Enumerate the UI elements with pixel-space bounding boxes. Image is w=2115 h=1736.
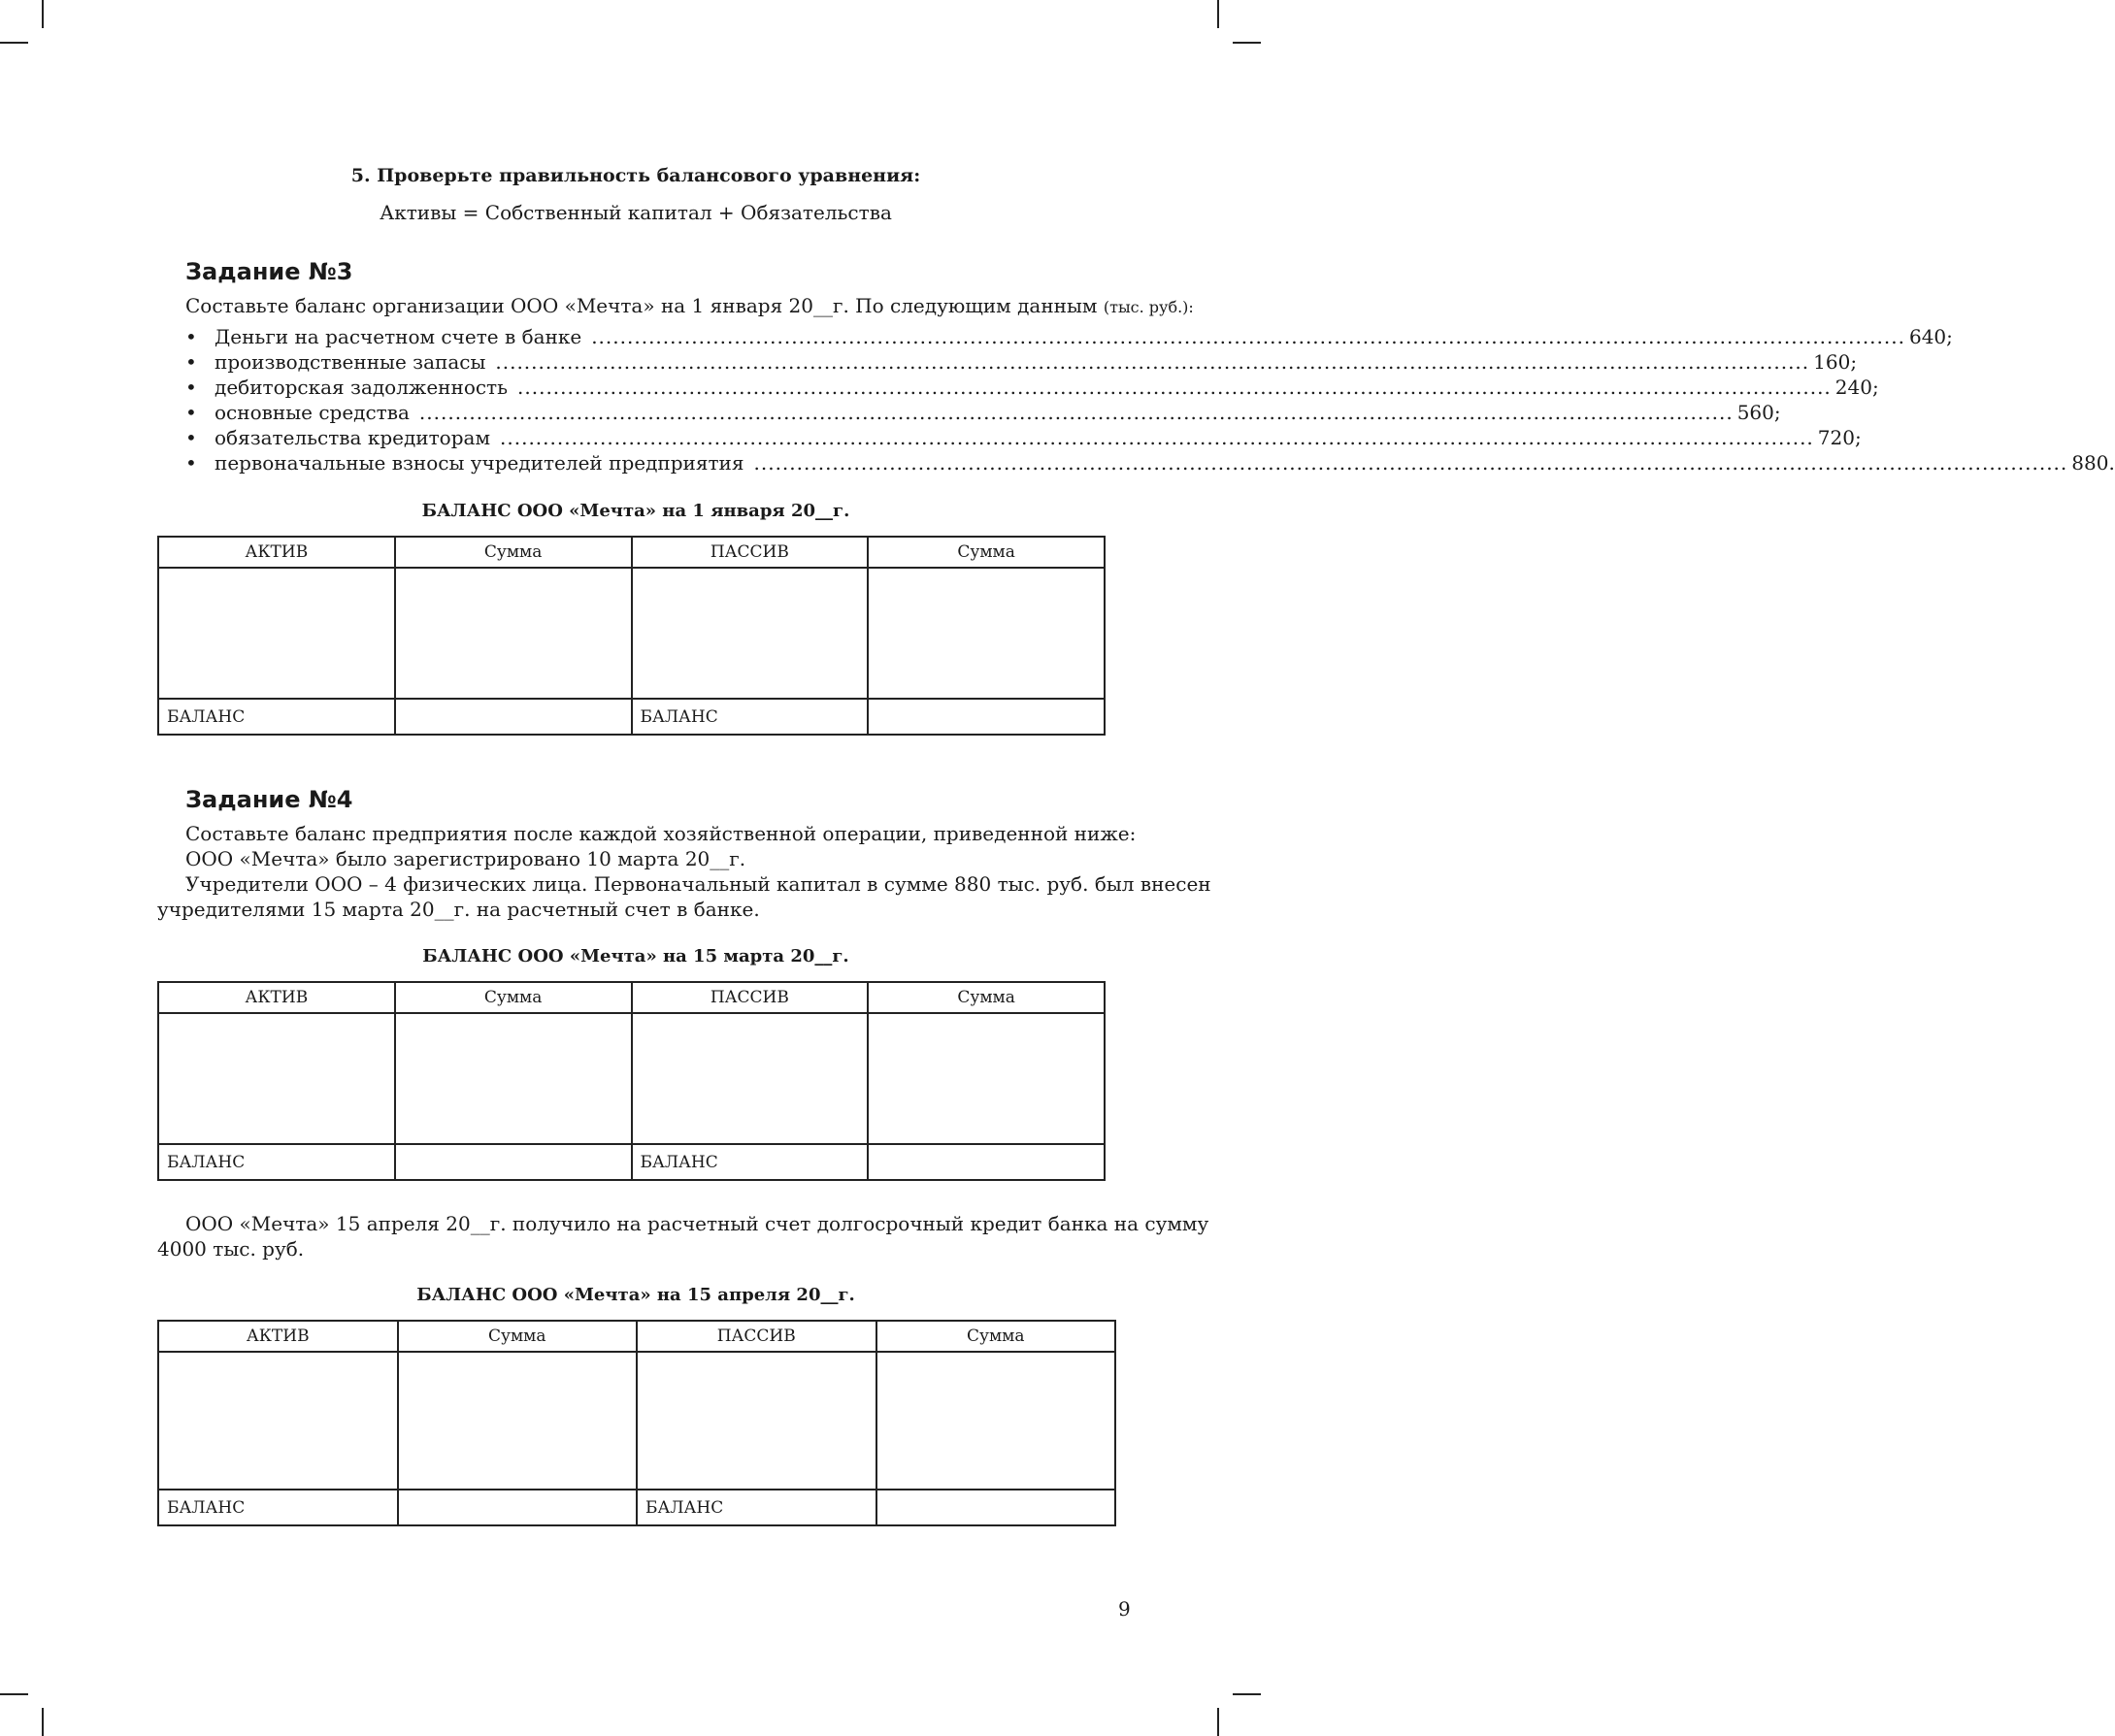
task4-paragraph: учредителями 15 марта 20__г. на расчетный счет в банке. <box>157 898 760 921</box>
input-cell-total[interactable] <box>395 699 632 735</box>
input-cell-total[interactable] <box>876 1490 1116 1525</box>
bullet: • <box>185 401 197 424</box>
task4-paragraph: 4000 тыс. руб. <box>157 1237 305 1261</box>
bullet: • <box>185 376 197 399</box>
task3-title: Задание №3 <box>185 258 353 285</box>
balance-total-label: БАЛАНС <box>632 699 869 735</box>
table-caption-march: БАЛАНС ООО «Мечта» на 15 марта 20__г. <box>422 946 849 966</box>
balance-total-label: БАЛАНС <box>158 1490 398 1525</box>
leader-dots: ........................................................................................................................................................................................ <box>591 325 1905 348</box>
col-header-asset: АКТИВ <box>158 537 395 568</box>
col-header-liability: ПАССИВ <box>632 537 869 568</box>
bullet: • <box>185 325 197 348</box>
input-cell-asset[interactable] <box>158 1352 398 1490</box>
bullet: • <box>185 451 197 475</box>
bullet: • <box>185 426 197 449</box>
col-header-asset: АКТИВ <box>158 1321 398 1352</box>
col-header-liability: ПАССИВ <box>637 1321 876 1352</box>
item-label: Деньги на расчетном счете в банке <box>215 325 582 348</box>
col-header-sum: Сумма <box>868 537 1105 568</box>
item-label: обязательства кредиторам <box>215 426 491 449</box>
leader-dots: ........................................................................................................................................................................................ <box>495 350 1810 374</box>
list-item <box>185 450 2115 475</box>
leader-dots: ........................................................................................................................................................................................ <box>517 376 1832 399</box>
col-header-sum: Сумма <box>395 537 632 568</box>
col-header-liability: ПАССИВ <box>632 982 869 1013</box>
input-cell-liability[interactable] <box>637 1352 876 1490</box>
page-number: 9 <box>1118 1597 1131 1621</box>
col-header-sum: Сумма <box>395 982 632 1013</box>
item-label: производственные запасы <box>215 350 486 374</box>
input-cell-sum[interactable] <box>395 1013 632 1144</box>
input-cell-sum[interactable] <box>868 568 1105 699</box>
input-cell-sum[interactable] <box>395 568 632 699</box>
item-value: 640; <box>1908 325 1953 348</box>
leader-dots: ........................................................................................................................................................................................ <box>500 426 1814 449</box>
balance-total-label: БАЛАНС <box>632 1144 869 1180</box>
item-label: дебиторская задолженность <box>215 376 509 399</box>
leader-dots: ........................................................................................................................................................................................ <box>418 401 1734 424</box>
task4-paragraph: Составьте баланс предприятия после каждой хозяйственной операции, приведенной ниже: <box>185 822 1137 845</box>
crop-mark <box>1233 42 1261 44</box>
section5-heading: 5. Проверьте правильность балансового уравнения: <box>350 165 921 186</box>
item-value: 160; <box>1813 350 1858 374</box>
crop-mark <box>42 1708 44 1736</box>
balance-total-label: БАЛАНС <box>637 1490 876 1525</box>
crop-mark <box>1233 1693 1261 1695</box>
item-label: первоначальные взносы учредителей предприятия <box>215 451 744 475</box>
crop-mark <box>0 1693 28 1695</box>
col-header-asset: АКТИВ <box>158 982 395 1013</box>
crop-mark <box>1217 1708 1219 1736</box>
item-value: 240; <box>1834 376 1879 399</box>
task4-title: Задание №4 <box>185 786 353 813</box>
table-caption-april: БАЛАНС ООО «Мечта» на 15 апреля 20__г. <box>416 1285 855 1305</box>
col-header-sum: Сумма <box>876 1321 1116 1352</box>
leader-dots: ........................................................................................................................................................................................ <box>753 451 2068 475</box>
balance-table-april <box>157 1320 1116 1526</box>
task3-data-list <box>185 324 2115 475</box>
list-item <box>185 349 1858 375</box>
input-cell-asset[interactable] <box>158 568 395 699</box>
input-cell-asset[interactable] <box>158 1013 395 1144</box>
input-cell-sum[interactable] <box>868 1013 1105 1144</box>
input-cell-total[interactable] <box>868 1144 1105 1180</box>
list-item <box>185 425 1862 450</box>
input-cell-total[interactable] <box>398 1490 638 1525</box>
crop-mark <box>0 42 28 44</box>
balance-total-label: БАЛАНС <box>158 699 395 735</box>
list-item <box>185 400 1781 425</box>
table-caption-jan: БАЛАНС ООО «Мечта» на 1 января 20__г. <box>421 501 850 521</box>
balance-total-label: БАЛАНС <box>158 1144 395 1180</box>
input-cell-sum[interactable] <box>398 1352 638 1490</box>
task3-unit: (тыс. руб.): <box>1103 298 1194 316</box>
crop-mark <box>1217 0 1219 28</box>
balance-equation: Активы = Собственный капитал + Обязательства <box>380 201 892 224</box>
task4-paragraph: ООО «Мечта» было зарегистрировано 10 марта 20__г. <box>185 847 746 870</box>
col-header-sum: Сумма <box>868 982 1105 1013</box>
input-cell-total[interactable] <box>868 699 1105 735</box>
task3-intro <box>185 293 1194 320</box>
bullet: • <box>185 350 197 374</box>
item-value: 720; <box>1817 426 1862 449</box>
task3-intro-text: Составьте баланс организации ООО «Мечта» на 1 января 20__г. По следующим данным <box>185 294 1098 317</box>
col-header-sum: Сумма <box>398 1321 638 1352</box>
input-cell-total[interactable] <box>395 1144 632 1180</box>
balance-table-march <box>157 981 1106 1181</box>
item-value: 880. <box>2071 451 2115 475</box>
list-item <box>185 324 1953 349</box>
item-label: основные средства <box>215 401 410 424</box>
task4-paragraph: ООО «Мечта» 15 апреля 20__г. получило на расчетный счет долгосрочный кредит банка на сумму <box>185 1212 1209 1235</box>
item-value: 560; <box>1736 401 1781 424</box>
input-cell-liability[interactable] <box>632 1013 869 1144</box>
balance-table-jan <box>157 536 1106 736</box>
input-cell-sum[interactable] <box>876 1352 1116 1490</box>
task4-paragraph: Учредители ООО – 4 физических лица. Первоначальный капитал в сумме 880 тыс. руб. был внесен <box>185 872 1211 896</box>
crop-mark <box>42 0 44 28</box>
list-item <box>185 375 1879 400</box>
input-cell-liability[interactable] <box>632 568 869 699</box>
